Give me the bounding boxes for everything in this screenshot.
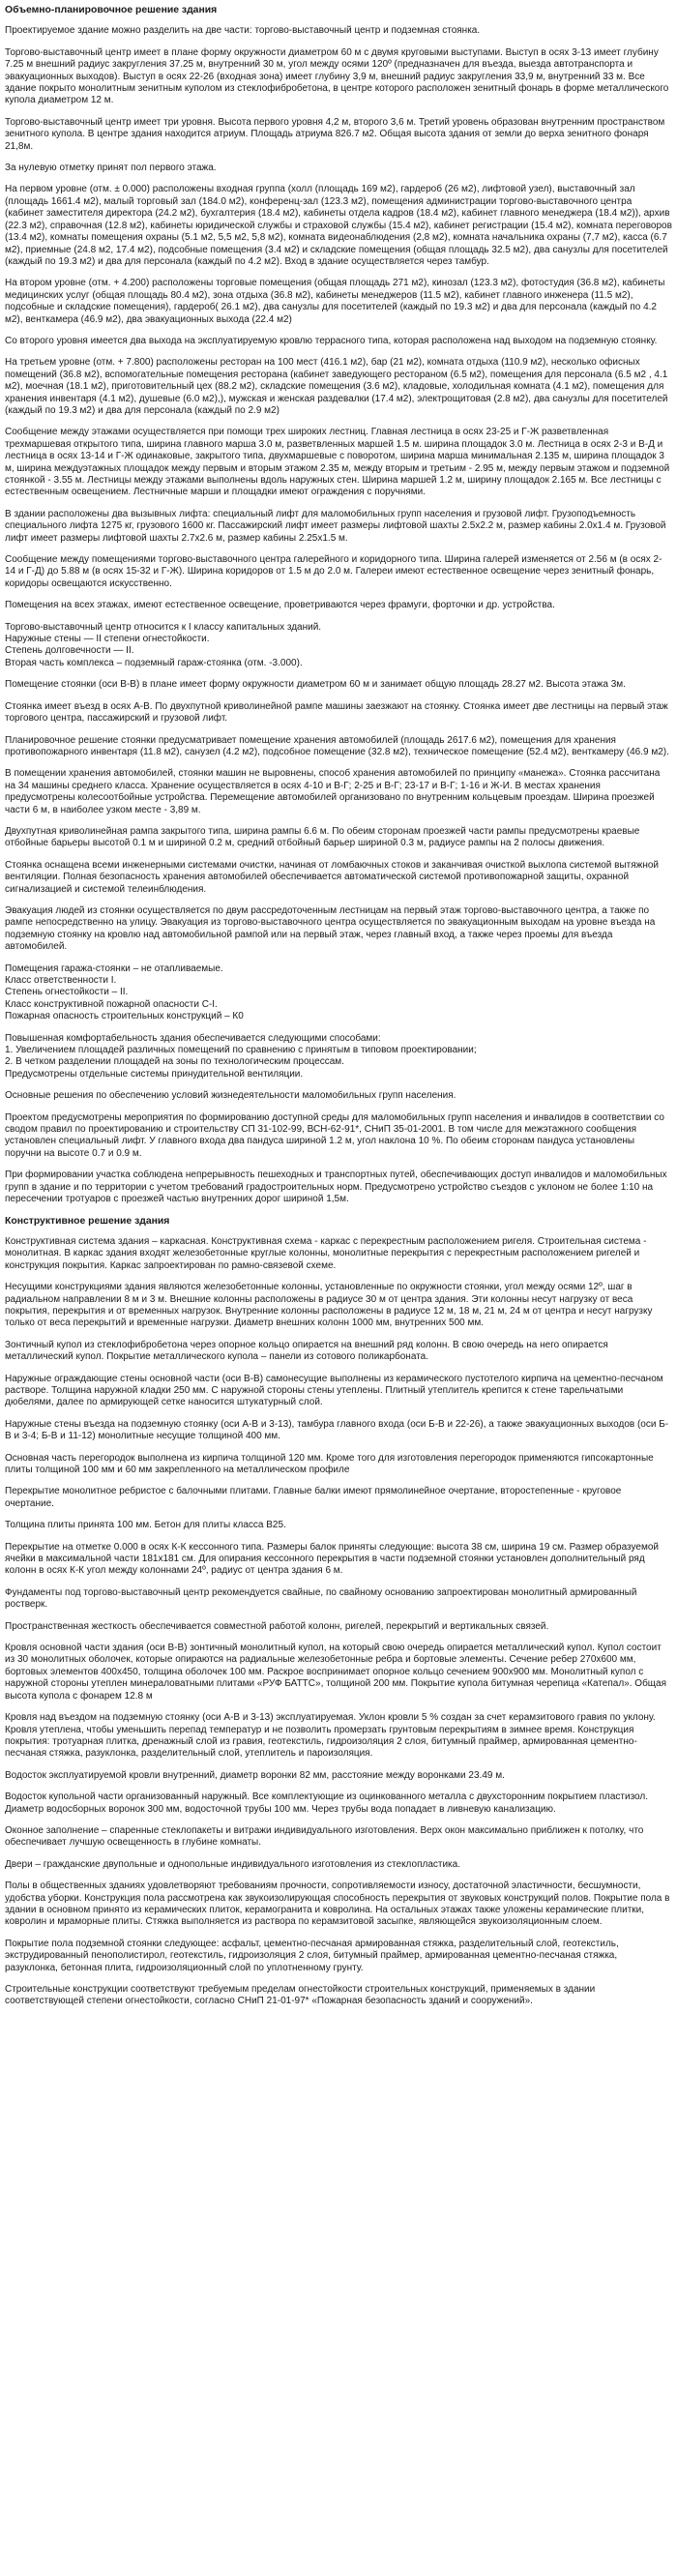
paragraph xyxy=(5,1340,672,1364)
paragraph xyxy=(5,427,672,498)
paragraph-line: Фундаменты под торгово-выставочный центр рекомендуется свайные, по свайному основанию запроектирован монолитный армированный ростверк. xyxy=(5,1586,637,1611)
paragraph xyxy=(5,1621,672,1633)
paragraph xyxy=(5,679,672,691)
paragraph xyxy=(5,1419,672,1443)
paragraph xyxy=(5,735,672,759)
paragraph xyxy=(5,860,672,896)
paragraph xyxy=(5,1825,672,1850)
paragraph-line: Толщина плиты принята 100 мм. Бетон для плиты класса В25. xyxy=(5,1520,286,1531)
paragraph-line: На третьем уровне (отм. + 7.800) расположены ресторан на 100 мест (416.1 м2), бар (21 м2), комната отдыха (110.9 м2), несколько офисных помещений (36.8 м2), вспомогательные помещения ресторана (кабинет заведующего рестораном (6.5 м2), помещения для персонала (6.5 м2 , 4.1 м2), моечная (18.1 м2), приготовительный цех (88.2 м2), складские помещения (3.6 м2), кладовые, холодильная комната (4.1 м2), помещения для хранения инвентаря (4.1 м2), душевые (6.0 м2),), мужская и женская раздевалки (17.4 м2), электрощитовая (2.8 м2), два санузлы для посетителей (каждый по 19.3 м2) и два для персонала (каждый по 2.9 м2) xyxy=(5,357,668,416)
paragraph-line: Двери – гражданские двупольные и однопольные индивидуального изготовления из стеклопластика. xyxy=(5,1858,460,1870)
paragraph-line: Основная часть перегородок выполнена из кирпича толщиной 120 мм. Кроме того для изготовления перегородок применяются гипсокартонные плиты толщиной 100 мм и 60 мм закрепленного на металлическом профиле xyxy=(5,1452,654,1475)
paragraph-line: Торгово-выставочный центр относится к I классу капитальных зданий. xyxy=(5,621,322,633)
paragraph xyxy=(5,1643,672,1703)
paragraph-line: Проектируемое здание можно разделить на две части: торгово-выставочный центр и подземная стоянка. xyxy=(5,25,481,37)
paragraph xyxy=(5,600,672,611)
paragraph-line: В помещении хранения автомобилей, стоянки машин не выровнены, способ хранения автомобилей по принципу «манежа». Стоянка рассчитана на 34 машины среднего класса. Хранение осуществляется в осях 4-10 и В-Г; 2-25 и В-Г; 23-17 и В-Г; 1-16 и Ж-И. В местах хранения предусмотрены колесоотбойные устройства. Перемещение автомобилей организовано по внутренним кольцевым проездам. Ширина проезжей части 6 м, в наиболее узком месте - 3,89 м. xyxy=(5,768,661,815)
paragraph xyxy=(5,278,672,326)
paragraph xyxy=(5,1712,672,1761)
paragraph xyxy=(5,1486,672,1510)
paragraph-line: Кровля над въездом на подземную стоянку (оси А-В и 3-13) эксплуатируемая. Уклон кровли 5 % создан за счет керамзитового гравия по уклону. Кровля утеплена, чтобы уменьшить перепад температур и не позволить промерзать грунтовым перекрытиям в зимнее время. Конструкция покрытия: тротуарная плитка, дренажный слой из гравия, геотекстиль, гидроизоляция 2 слоя, битумный праймер, армированная цементно-песчаная стяжка, разуклонка, разделительный слой, утеплитель и пароизоляция. xyxy=(5,1712,656,1760)
paragraph xyxy=(5,1984,672,2008)
paragraph xyxy=(5,1939,672,1974)
paragraph xyxy=(5,1770,672,1782)
paragraph-line: На втором уровне (отм. + 4.200) расположены торговые помещения (общая площадь 271 м2), кинозал (123.3 м2), фотостудия (36.8 м2), кабинеты медицинских услуг (общая площадь 80.4 м2), зона отдыха (36.8 м2), кабинеты менеджеров (11.5 м2), кабинет главного инженера (11.5 м2), подсобные и складские помещения), гардероб( 26.1 м2), два санузлы для посетителей (каждый по 19.3 м2) и два для персонала (каждый по 4.2 м2), венткамера (46.9 м2), два эвакуационных выхода (22.4 м2) xyxy=(5,278,665,325)
paragraph xyxy=(5,768,672,816)
paragraph xyxy=(5,622,672,670)
paragraph xyxy=(5,963,672,1023)
paragraph-line: Предусмотрены отдельные системы принудительной вентиляции. xyxy=(5,1068,304,1080)
section-paragraphs xyxy=(5,1236,672,2008)
paragraph-line: Конструктивная система здания – каркасная. Конструктивная схема - каркас с перекрестным расположением ригеля. Строительная система - монолитная. В каркас здания входят железобетонные круглые колонны, монолитные перекрытия с перекрестным расположением ригелей и конструкция покрытия. Каркас запроектирован по рамно-связевой схеме. xyxy=(5,1235,647,1271)
paragraph xyxy=(5,1880,672,1929)
paragraph xyxy=(5,905,672,954)
section-structure xyxy=(5,1216,672,2008)
paragraph xyxy=(5,1282,672,1330)
paragraph xyxy=(5,1170,672,1205)
paragraph-line: Эвакуация людей из стоянки осуществляется по двум рассредоточенным лестницам на первый этаж торгово-выставочного центра, а также по рампе непосредственно на улицу. Эвакуация из торгово-выставочного центра осуществляется по эвакуационным выходам на уровне въезда на подземную стоянку на кровлю над автомобильной рампой или на первый этаж, через главный вход, а также через проемы для въезда автомобилей. xyxy=(5,904,656,953)
paragraph-line: Несущими конструкциями здания являются железобетонные колонны, установленные по окружности стоянки, угол между осями 12º, шаг в радиальном направлении 8 м и 3 м. Внешние колонны расположены в радиусе 30 м от центра здания. Эти колонны несут нагрузку от веса покрытия, перекрытия и от временных нагрузок. Внутренние колонны расположены в радиусе 12 м, 18 м, 21 м, 24 м от центра и несут нагрузку только от веса перекрытий и временные нагрузки. Диаметр внешних колонн 1000 мм, внутренних 500 мм. xyxy=(5,1282,653,1329)
paragraph xyxy=(5,1859,672,1871)
paragraph xyxy=(5,1374,672,1409)
section-layout xyxy=(5,5,672,1206)
paragraph-line: Стоянка имеет въезд в осях А-В. По двухпутной криволинейной рампе машины заезжают на стоянку. Стоянка имеет две лестницы на первый этаж торгового центра, пассажирский и грузовой лифт. xyxy=(5,700,668,725)
paragraph-line: За нулевую отметку принят пол первого этажа. xyxy=(5,163,217,174)
paragraph-line: Перекрытие на отметке 0.000 в осях К-К кессонного типа. Размеры балок приняты следующие: высота 38 см, ширина 19 см. Размер образуемой ячейки в максимальной части 181х181 см. Для опирания кессонного перекрытия в части подземной стоянки установлен дополнительный ряд колонн в осях К-К угол между колоннами 24º, радиус от центра здания 6 м. xyxy=(5,1541,659,1577)
paragraph-line: Перекрытие монолитное ребристое с балочными плитами. Главные балки имеют прямолинейное очертание, второстепенные - круговое очертание. xyxy=(5,1486,622,1509)
section-title: Конструктивное решение здания xyxy=(5,1215,170,1227)
paragraph xyxy=(5,509,672,545)
paragraph-line: Зонтичный купол из стеклофибробетона через опорное кольцо опирается на внешний ряд колонн. В свою очередь на него опирается металлический купол. Покрытие металлического купола – панели из сотового поликарбоната. xyxy=(5,1339,608,1363)
paragraph-line: Пространственная жесткость обеспечивается совместной работой колонн, ригелей, перекрытий и вертикальных связей. xyxy=(5,1620,549,1632)
paragraph-line: Наружные стены — II степени огнестойкости. xyxy=(5,634,210,645)
paragraph-line: Водосток эксплуатируемой кровли внутренний, диаметр воронки 82 мм, расстояние между воронками 23.49 м. xyxy=(5,1769,505,1781)
paragraph-line: Степень огнестойкости – II. xyxy=(5,987,129,998)
paragraph-line: Степень долговечности — II. xyxy=(5,645,134,657)
paragraph-line: Помещение стоянки (оси В-В) в плане имеет форму окружности диаметром 60 м и занимает общую площадь 28.27 м2. Высота этажа 3м. xyxy=(5,679,626,691)
paragraph xyxy=(5,1520,672,1531)
paragraph xyxy=(5,357,672,417)
paragraph-line: Проектом предусмотрены мероприятия по формированию доступной среды для маломобильных групп населения и инвалидов в соответствии со сводом правил по проектированию и строительству СП 31-102-99, ВСН-62-91*, СНиП 35-01-2001. В том числе для межэтажного сообщения установлен специальный лифт. У главного входа два пандуса шириной 1.2 м, угол наклона 10 %. По обеим сторонам пандуса установлены поручни на высоте 0.7 и 0.9 м. xyxy=(5,1111,664,1159)
paragraph-line: Стоянка оснащена всеми инженерными системами очистки, начиная от ломбаючных стоков и заканчивая очисткой выхлопа системой вытяжной вентиляции. Полная безопасность хранения автомобилей обеспечивается автоматической системой противопожарной защиты, охранной сигнализацией и системой телеинблюдения. xyxy=(5,859,660,895)
section-paragraphs xyxy=(5,25,672,1205)
paragraph xyxy=(5,163,672,174)
paragraph-line: Основные решения по обеспечению условий жизнедеятельности маломобильных групп населения. xyxy=(5,1090,456,1102)
paragraph-line: Класс конструктивной пожарной опасности С-I. xyxy=(5,998,218,1010)
paragraph-line: Двухпутная криволинейная рампа закрытого типа, ширина рампы 6.6 м. По обеим сторонам проезжей части рампы предусмотрены краевые отбойные барьеры высотой 0.1 м и шириной 0.2 м, средний отбойный барьер шириной 0.3 м, радиусе рампы на 2 полосы движения. xyxy=(5,825,640,849)
paragraph xyxy=(5,25,672,37)
paragraph-line: Водосток купольной части организованный наружный. Все комплектующие из оцинкованного металла с двухсторонним покрытием пластизол. Диаметр водосборных воронок 300 мм, водосточной трубы 100 мм. Через трубы вода попадает в ливневую канализацию. xyxy=(5,1791,649,1815)
paragraph xyxy=(5,1033,672,1081)
paragraph-line: Наружные стены въезда на подземную стоянку (оси А-В и 3-13), тамбура главного входа (оси Б-В и 22-26), а также эвакуационных выходов (оси Б-В и 3-4; Б-В и 11-12) монолитные несущие толщиной 400 мм. xyxy=(5,1418,669,1442)
paragraph-line: Помещения на всех этажах, имеют естественное освещение, проветриваются через фрамуги, форточки и др. устройства. xyxy=(5,600,555,611)
paragraph-line: Оконное заполнение – спаренные стеклопакеты и витражи индивидуального изготовления. Верх окон максимально приближен к потолку, что обеспечивает лучшую освещенность в глубине комнаты. xyxy=(5,1824,644,1849)
paragraph-line: Полы в общественных зданиях удовлетворяют требованиям прочности, сопротивляемости износу, достаточной эластичности, бесшумности, удобства уборки. Конструкция пола рассмотрена как звукоизолирующая способность перекрытия от звуковых конструкций полов. Покрытие пола в здании в основном принято из керамических плиток, керамогранита и ковролина. На остальных этажах также уложены керамические плитки, ковролин и мраморные плиты. Стяжка выполняется из раствора по керамзитовой засыпке, являющейся звукоизоляционным слоем. xyxy=(5,1880,670,1928)
paragraph-line: Строительные конструкции соответствуют требуемым пределам огнестойкости строительных конструкций, применяемых в здании соответствующей степени огнестойкости, согласно СНиП 21-01-97* «Пожарная безопасность зданий и сооружений». xyxy=(5,1984,596,2007)
paragraph-line: Наружные ограждающие стены основной части (оси В-В) самонесущие выполнены из керамического пустотелого кирпича на цементно-песчаном растворе. Толщина наружной кладки 250 мм. С наружной стороны стены утеплены. Плитный утеплитель крепится к стене тарельчатыми дюбелями, далее по армирующей сетке наносится штукатурный слой. xyxy=(5,1373,663,1408)
paragraph xyxy=(5,1453,672,1477)
paragraph-line: Пожарная опасность строительных конструкций – К0 xyxy=(5,1011,244,1022)
paragraph-line: Класс ответственности I. xyxy=(5,975,117,986)
paragraph-line: Торгово-выставочный центр имеет в плане форму окружности диаметром 60 м с двумя круговыми выступами. Выступ в осях 3-13 имеет глубину 7.25 м внешний радиус закругления 37.25 м, внутренний 30 м, угол между осями 120º (предназначен для въезда, выезда автотранспорта и эвакуационных выходов). Выступ в осях 22-26 (входная зона) имеет глубину 3,9 м, внешний радиус закругления 33,9 м, внутренний 33 м. Все здание покрыто монолитным зенитным куполом из стеклофибробетона, в центре которого расположен зенитный фонарь в форме металлического купола диаметром 12 м. xyxy=(5,46,669,106)
paragraph xyxy=(5,1791,672,1816)
paragraph xyxy=(5,1587,672,1612)
paragraph-line: Покрытие пола подземной стоянки следующее: асфальт, цементно-песчаная армированная стяжка, разделительный слой, геотекстиль, экструдированный пенополистирол, геотекстиль, гидроизоляция 2 слоя, битумный праймер, армированная цементно-песчаная стяжка, разуклонка, бетонная плита, гидроизоляционный слой по уплотненному грунту. xyxy=(5,1938,619,1973)
paragraph-line: Помещения гаража-стоянки – не отапливаемые. xyxy=(5,962,223,974)
paragraph xyxy=(5,1112,672,1161)
paragraph-line: Планировочное решение стоянки предусматривает помещение хранения автомобилей (площадь 2617.6 м2), помещения для хранения противопожарного инвентаря (11.8 м2), санузел (4.2 м2), подсобное помещение (32.8 м2), техническое помещение (52.4 м2), венткамеру (46.9 м2). xyxy=(5,734,669,757)
paragraph-line: Повышенная комфортабельность здания обеспечивается следующими способами: xyxy=(5,1032,381,1044)
paragraph xyxy=(5,1090,672,1102)
paragraph-line: 2. В четком разделении площадей на зоны по технологическим процессам. xyxy=(5,1056,344,1068)
paragraph-line: Кровля основной части здания (оси В-В) зонтичный монолитный купол, на который свою очередь опирается металлический купол. Купол состоит из 30 монолитных оболочек, которые опираются на радиальные железобетонные ребра и бортовые элементы. Сечение ребер 270х600 мм, бортовых элементов 400х450, толщина оболочек 100 мм. Раскрое воспринимает опорное кольцо сечением 900х900 мм. Монолитный купол с наружной стороны утеплен минераловатными плитами «РУФ БАТТС», толщиной 200 мм. Покрытие купола битумная черепица «Катепал». Общая высота купола с фонарем 12.8 м xyxy=(5,1643,666,1702)
paragraph xyxy=(5,117,672,153)
paragraph-line: На первом уровне (отм. ± 0.000) расположены входная группа (холл (площадь 169 м2), гардероб (26 м2), лифтовой узел), выставочный зал (площадь 1661.4 м2), малый торговый зал (184.0 м2), конференц-зал (123.3 м2), помещения администрации торгово-выставочного центра (кабинет заместителя директора (24.2 м2), бухгалтерия (18.4 м2), кабинеты отдела кадров (18.4 м2), кабинет главного менеджера (18.4 м2)), архив (22.3 м2), справочная (12.8 м2), кабинеты юридической службы и страховой службы (15.4 м2), кабинет регистрации (15.4 м2), комната переговоров (13.4 м2), комнаты помещения охраны (5.1 м2, 5,5 м2, 5,8 м2), комната видеонаблюдения (2,8 м2), комната начальника охраны (7,7 м2), касса (6.7 м2), приемные (24.8 м2, 17.4 м2), подсобные помещения (3.4 м2) и складские помещения (общая площадь 32.5 м2), два санузлы для посетителей (каждый по 19.3 м2) и два для персонала (каждый по 4.2 м2). Вход в здание осуществляется через тамбур. xyxy=(5,184,672,267)
paragraph-line: Вторая часть комплекса – подземный гараж-стоянка (отм. -3.000). xyxy=(5,657,303,668)
paragraph xyxy=(5,826,672,850)
paragraph-line: Сообщение между помещениями торгово-выставочного центра галерейного и коридорного типа. Ширина галерей изменяется от 2.56 м (в осях 2-14 и Г-Д) до 5.88 м (в осях 15-32 и Г-Ж). Ширина коридоров от 1.5 м до 2.0 м. Галереи имеют естественное освещение через зенитный фонарь, коридоры освещаются искусственно. xyxy=(5,554,662,589)
section-title: Объемно-планировочное решение здания xyxy=(5,5,218,15)
paragraph-line: Торгово-выставочный центр имеет три уровня. Высота первого уровня 4,2 м, второго 3,6 м. Третий уровень образован внутренним пространством зенитного купола. В центре здания находится атриум. Площадь атриума 826.7 м2. Общая высота здания от земли до верха зенитного фонаря 21,8м. xyxy=(5,116,665,152)
paragraph-line: Сообщение между этажами осуществляется при помощи трех широких лестниц. Главная лестница в осях 23-25 и Г-Ж разветвленная трехмаршевая открытого типа, ширина главного марша 3.0 м, разветвленных маршей 1.5 м. ширина площадок 3.0 м. Лестница в осях 2-3 и В-Д и лестница в осях 13-14 и Г-Ж одинаковые, закрытого типа, двухмаршевые с поворотом, ширина марша минимальная 2.135 м, ширина площадок 3 м, ширина междуэтажных площадок между первым и вторым этажом 2.35 м, между вторым и третьим - 2.95 м, между первым этажом и подземной стоянкой - 3.55 м. Лестницы между этажами выполнены вдоль наружных стен. Ширина маршей 1.2 м, ширину площадок 2.165 м. Все лестницы с естественным освещением. Лестничные марши и площадки имеют ограждения с поручнями. xyxy=(5,427,670,498)
paragraph xyxy=(5,184,672,268)
paragraph-line: В здании расположены два вызывных лифта: специальный лифт для маломобильных групп населения и грузовой лифт. Грузоподъемность специального лифта 1275 кг, грузового 1600 кг. Пассажирский лифт имеет размеры лифтовой шахты 2.5х2.2 м, размер кабины 2.0х1.4 м. Грузовой лифт имеет размеры лифтовой шахты 2.7х2.6 м, размер кабины 2.25х1.5 м. xyxy=(5,508,666,544)
paragraph xyxy=(5,701,672,725)
paragraph xyxy=(5,554,672,590)
paragraph-line: Со второго уровня имеется два выхода на эксплуатируемую кровлю террасного типа, которая расположена над выходом на подземную стоянку. xyxy=(5,335,658,346)
paragraph xyxy=(5,336,672,347)
paragraph xyxy=(5,1236,672,1272)
paragraph xyxy=(5,1542,672,1578)
paragraph-line: 1. Увеличением площадей различных помещений по сравнению с принятым в типовом проектировании; xyxy=(5,1045,477,1056)
paragraph-line: При формировании участка соблюдена непрерывность пешеходных и транспортных путей, обеспечивающих доступ инвалидов и маломобильных групп в здание и по территории с учетом требований градостроительных норм. Предусмотрено устройство съездов с уклоном не более 1:10 на пересечении тротуаров с проезжей частью внутренних дорог шириной 1,5м. xyxy=(5,1170,667,1205)
paragraph xyxy=(5,47,672,107)
